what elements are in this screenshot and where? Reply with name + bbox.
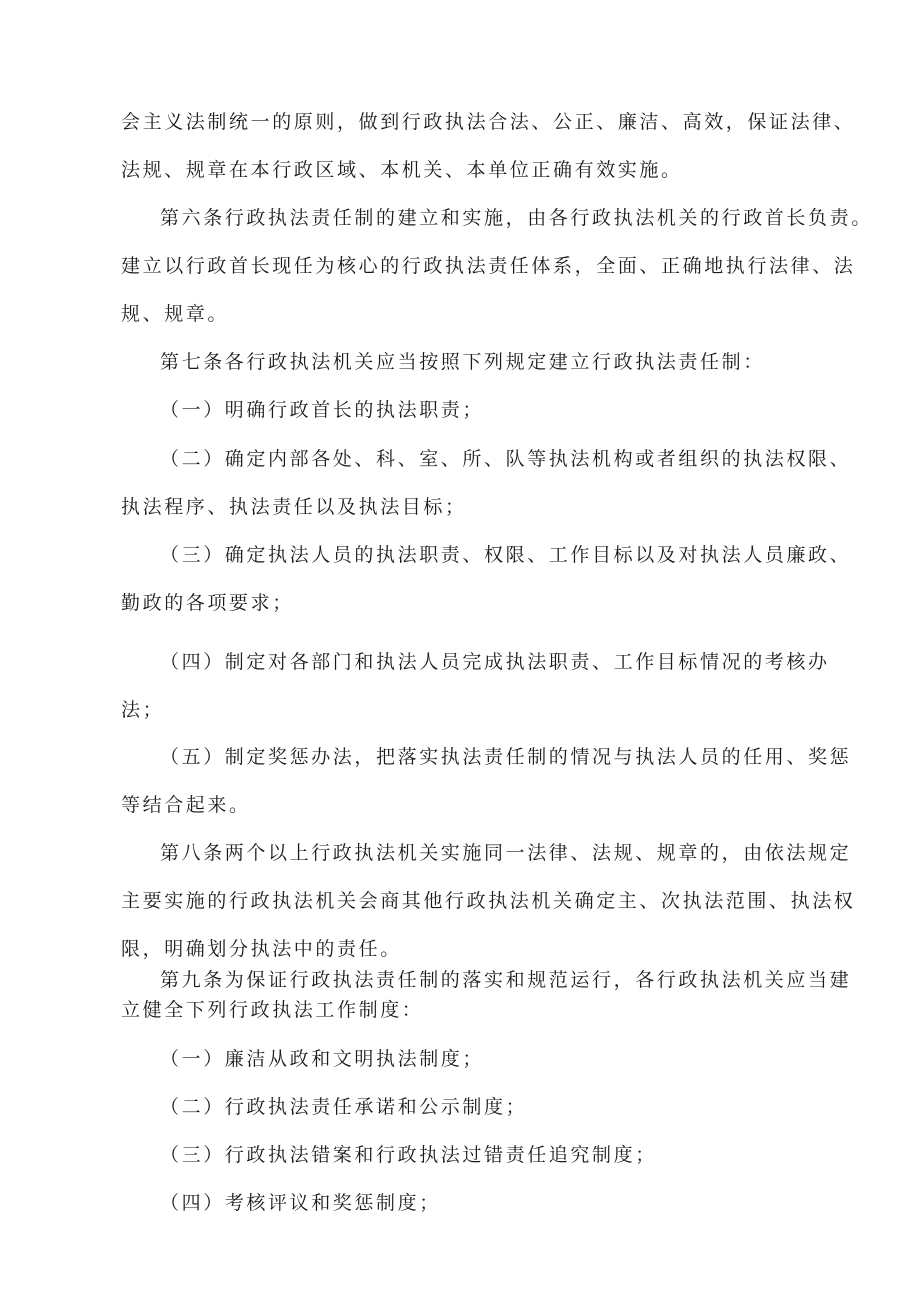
text-line: （二）确定内部各处、科、室、所、队等执法机构或者组织的执法权限、: [160, 448, 852, 470]
text-line: 建立以行政首长现任为核心的行政执法责任体系，全面、正确地执行法律、法: [121, 255, 856, 277]
text-line: （三）行政执法错案和行政执法过错责任追究制度；: [160, 1144, 657, 1166]
text-line: 等结合起来。: [121, 794, 251, 816]
text-line: 规、规章。: [121, 303, 230, 325]
text-line: 法；: [121, 699, 165, 721]
text-line: （二）行政执法责任承诺和公示制度；: [160, 1096, 528, 1118]
text-line: 勤政的各项要求；: [121, 592, 294, 614]
text-line: （五）制定奖惩办法，把落实执法责任制的情况与执法人员的任用、奖惩: [160, 746, 852, 768]
text-line: 第八条两个以上行政执法机关实施同一法律、法规、规章的，由依法规定: [160, 842, 852, 864]
text-line: （四）制定对各部门和执法人员完成执法职责、工作目标情况的考核办: [160, 651, 830, 673]
text-line: 会主义法制统一的原则，做到行政执法合法、公正、廉洁、高效，保证法律、: [121, 111, 856, 133]
text-line: （一）廉洁从政和文明执法制度；: [160, 1048, 485, 1070]
text-line: 执法程序、执法责任以及执法目标；: [121, 496, 467, 518]
text-line: 第六条行政执法责任制的建立和实施，由各行政执法机关的行政首长负责。: [160, 207, 873, 229]
text-line: （四）考核评议和奖惩制度；: [160, 1192, 441, 1214]
text-line: 限，明确划分执法中的责任。: [121, 938, 402, 960]
text-line: （一）明确行政首长的执法职责；: [160, 399, 485, 421]
text-line: 第七条各行政执法机关应当按照下列规定建立行政执法责任制：: [160, 351, 765, 373]
text-line: （三）确定执法人员的执法职责、权限、工作目标以及对执法人员廉政、: [160, 544, 852, 566]
text-line: 第九条为保证行政执法责任制的落实和规范运行，各行政执法机关应当建: [160, 969, 852, 991]
text-line: 主要实施的行政执法机关会商其他行政执法机关确定主、次执法范围、执法权: [121, 890, 856, 912]
text-line: 法规、规章在本行政区域、本机关、本单位正确有效实施。: [121, 159, 683, 181]
text-line: 立健全下列行政执法工作制度：: [121, 999, 424, 1021]
